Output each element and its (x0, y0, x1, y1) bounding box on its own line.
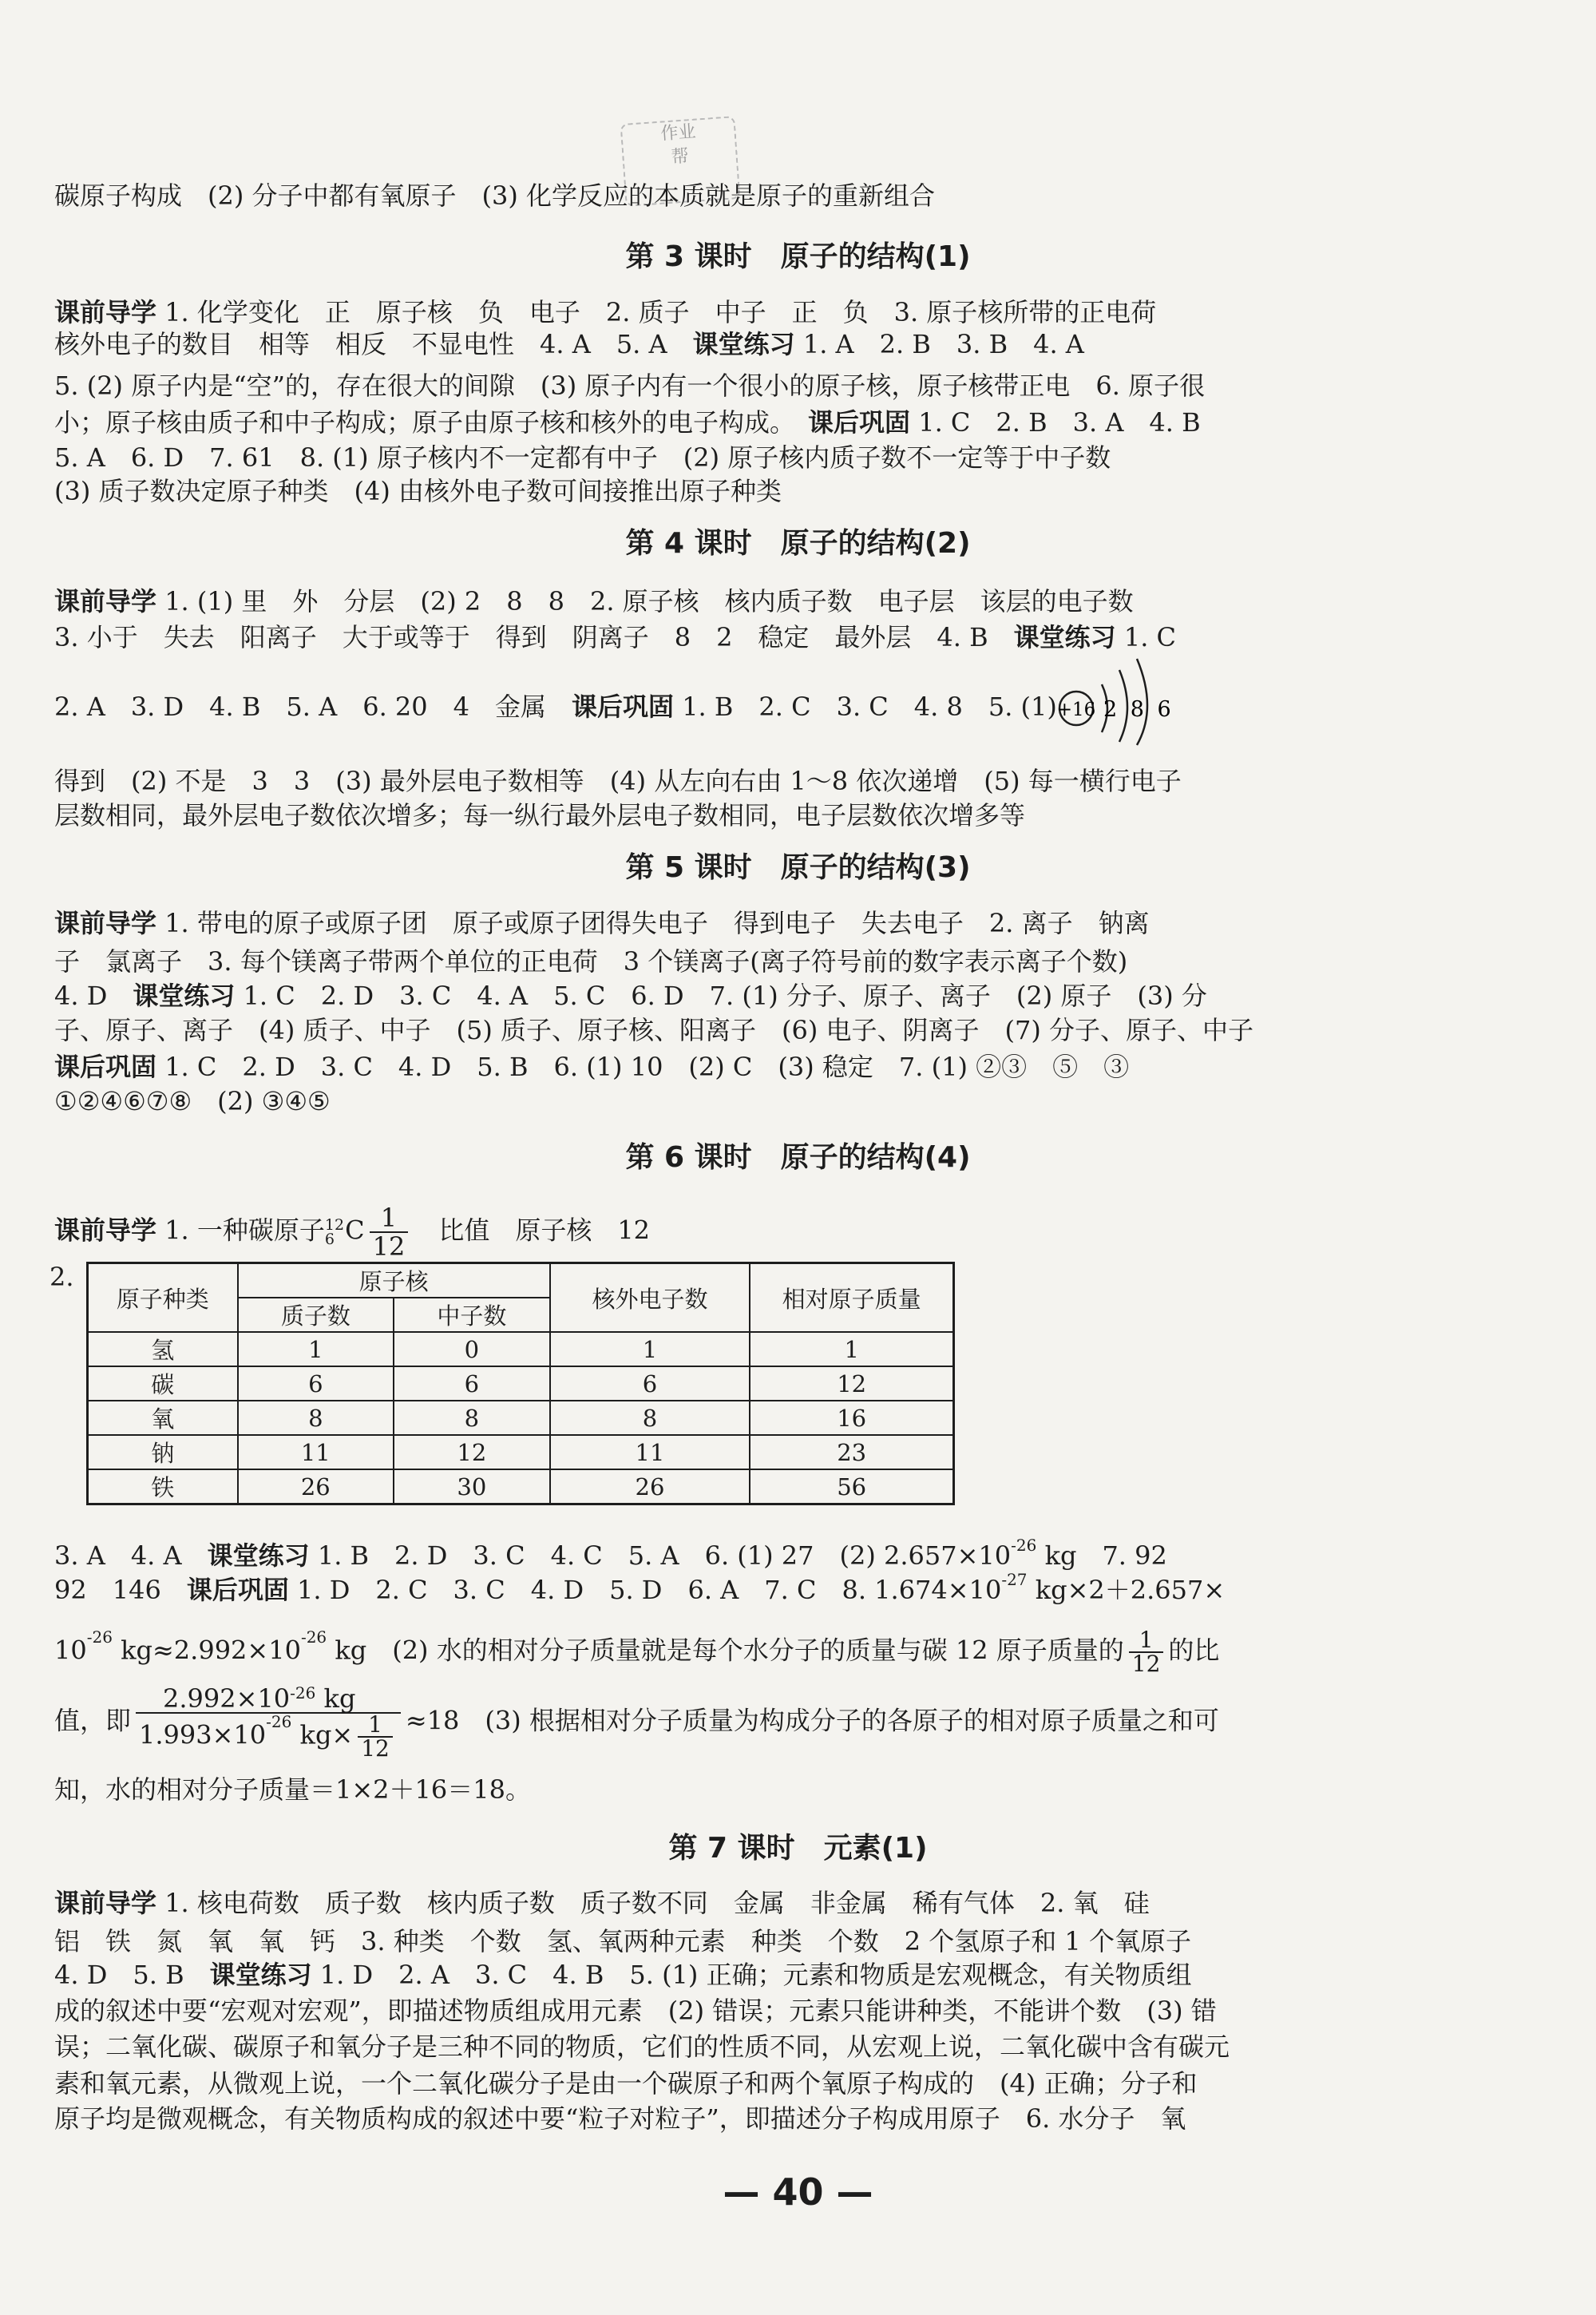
page-number: — 40 — (723, 2170, 873, 2214)
text-line: 误；二氧化碳、碳原子和氧分子是三种不同的物质，它们的性质不同，从宏观上说，二氧化碳中含有碳元 (54, 2032, 1230, 2062)
section-title: 第 6 课时 原子的结构(4) (625, 1141, 971, 1174)
text-line: 5. A 6. D 7. 61 8. (1) 原子核内不一定都有中子 (2) 原子核内质子数不一定等于中子数 (54, 442, 1111, 473)
text-line: 课前导学 1. 核电荷数 质子数 核内质子数 质子数不同 金属 非金属 稀有气体 2. 氧 硅 (54, 1888, 1150, 1918)
label-classwork: 课堂练习 (133, 981, 236, 1011)
header-electrons: 核外电子数 (550, 1263, 750, 1333)
text-line: 课前导学 1. 一种碳原子 12 6 C $\frac{1}{12}$ 比值 原子核 12 (54, 1203, 651, 1262)
text-line: 核外电子的数目 相等 相反 不显电性 4. A 5. A 课堂练习 1. A 2. B 3. B 4. A (54, 329, 1084, 359)
text-line: 4. D 课堂练习 1. C 2. D 3. C 4. A 5. C 6. D 7. (1) 分子、原子、离子 (2) 原子 (3) 分 (54, 981, 1207, 1011)
atom-data-table (86, 1262, 955, 1505)
text-line: 4. D 5. B 课堂练习 1. D 2. A 3. C 4. B 5. (1) 正确；元素和物质是宏观概念，有关物质组 (54, 1960, 1192, 1990)
fraction-one-twelfth: $\frac{1}{12}$ (1129, 1629, 1164, 1675)
table-row: 氧 8 8 8 16 (88, 1401, 954, 1435)
header-atom-type: 原子种类 (88, 1263, 238, 1333)
text-line: ①②④⑥⑦⑧ (2) ③④⑤ (54, 1086, 331, 1116)
table-row: 铁 26 30 26 56 (88, 1469, 954, 1504)
header-neutrons: 中子数 (394, 1298, 550, 1332)
section-title: 第 4 课时 原子的结构(2) (625, 527, 971, 560)
label-preview: 课前导学 (54, 297, 157, 327)
atom-diagram-svg (1056, 656, 1174, 743)
section-title: 第 3 课时 原子的结构(1) (625, 240, 971, 273)
text-line: 子 氯离子 3. 每个镁离子带两个单位的正电荷 3 个镁离子(离子符号前的数字表示离子个数) (54, 946, 1128, 977)
nucleus-charge: +16 (1056, 699, 1096, 720)
section-title: 第 7 课时 元素(1) (668, 1832, 928, 1865)
text-line: 课前导学 1. 化学变化 正 原子核 负 电子 2. 质子 中子 正 负 3. 原子核所带的正电荷 (54, 297, 1157, 327)
table-row: 钠 11 12 11 23 (88, 1435, 954, 1469)
text-line: $10^{-26}$ $kg\approx 2.992\times 10^{-26}$ kg (2) 水的相对分子质量就是每个水分子的质量与碳 12 原子质量的 $\frac{1}{12}$ 的比 (54, 1627, 1220, 1677)
text-line: 课后巩固 1. C 2. D 3. C 4. D 5. B 6. (1) 10 (2) C (3) 稳定 7. (1) ②③ ⑤ ③ (54, 1052, 1130, 1082)
header-relative-mass: 相对原子质量 (750, 1263, 953, 1333)
text-line: 3. A 4. A 课堂练习 1. B 2. D 3. C 4. C 5. A 6. (1) 27 (2) $2.657\times 10^{-26}$ kg 7. 92 (54, 1536, 1167, 1571)
sulfur-atom-structure-diagram (1056, 691, 1174, 727)
section-title: 第 5 课时 原子的结构(3) (625, 851, 971, 884)
label-preview: 课前导学 (54, 1888, 157, 1918)
label-review: 课后巩固 (572, 692, 675, 722)
text-line: 小；原子核由质子和中子构成；原子由原子核和核外的电子构成。 课后巩固 1. C 2. B 3. A 4. B (54, 407, 1201, 438)
text-line: 碳原子构成 (2) 分子中都有氧原子 (3) 化学反应的本质就是原子的重新组合 (54, 180, 936, 211)
header-protons: 质子数 (238, 1298, 394, 1332)
text-line: 层数相同，最外层电子数依次增多；每一纵行最外层电子数相同，电子层数依次增多等 (54, 800, 1026, 830)
fraction-one-twelfth: $\frac{1}{12}$ (370, 1204, 409, 1260)
table-row: 氢 1 0 1 1 (88, 1332, 954, 1366)
text-line: 2. A 3. D 4. B 5. A 6. 20 4 金属 课后巩固 1. B 2. C 3. C 4. 8 5. (1) +16 2 8 6 (54, 688, 1340, 727)
text-line: 课前导学 1. 带电的原子或原子团 原子或原子团得失电子 得到电子 失去电子 2. 离子 钠离 (54, 908, 1150, 938)
isotope-notation: 12 6 (324, 1216, 345, 1248)
label-review: 课后巩固 (808, 407, 911, 438)
text-line: 5. (2) 原子内是“空”的，存在很大的间隙 (3) 原子内有一个很小的原子核，原子核带正电 6. 原子很 (54, 371, 1206, 401)
text-line: 得到 (2) 不是 3 3 (3) 最外层电子数相等 (4) 从左向右由 1～8 依次递增 (5) 每一横行电子 (54, 766, 1182, 796)
fraction-one-twelfth: $\frac{1}{12}$ (358, 1714, 393, 1760)
text-line: 知，水的相对分子质量＝1×2＋16＝18。 (54, 1774, 531, 1805)
label-preview: 课前导学 (54, 1215, 157, 1246)
text-line: 值，即 $2.992\times 10^{-26}$ kg $1.993\times 10^{-26}$ kg× $\frac{1}{12}$ ≈18 (3) 根据相对分子质量为构成分子的各原子的相对原子质量之和可 (54, 1683, 1219, 1762)
header-nucleus: 原子核 (238, 1263, 550, 1298)
text-line: (3) 质子数决定原子种类 (4) 由核外电子数可间接推出原子种类 (54, 476, 782, 506)
label-review: 课后巩固 (186, 1575, 289, 1605)
text-line: 92 146 课后巩固 1. D 2. C 3. C 4. D 5. D 6. A 7. C 8. $1.674\times 10^{-27}$ kg×2＋2.657× (54, 1570, 1226, 1605)
question-number: 2. (50, 1262, 74, 1292)
text-line: 3. 小于 失去 阳离子 大于或等于 得到 阴离子 8 2 稳定 最外层 4. B 课堂练习 1. C (54, 622, 1177, 652)
label-classwork: 课堂练习 (1013, 622, 1116, 652)
label-classwork: 课堂练习 (207, 1540, 310, 1571)
watermark-stamp: 作业 帮 (620, 116, 741, 207)
table-row: 碳 6 6 6 12 (88, 1366, 954, 1401)
fraction-relative-mass: $2.992\times 10^{-26}$ kg $1.993\times 10^{-26}$ kg× $\frac{1}{12}$ (136, 1685, 401, 1760)
label-preview: 课前导学 (54, 586, 157, 616)
label-classwork: 课堂练习 (692, 329, 795, 359)
label-classwork: 课堂练习 (209, 1960, 312, 1990)
electron-counts: 2 8 6 (1103, 696, 1174, 722)
text-line: 铝 铁 氮 氧 氧 钙 3. 种类 个数 氢、氧两种元素 种类 个数 2 个氢原子和 1 个氧原子 (54, 1926, 1191, 1956)
text-line: 原子均是微观概念，有关物质构成的叙述中要“粒子对粒子”，即描述分子构成用原子 6. 水分子 氧 (54, 2103, 1186, 2134)
label-review: 课后巩固 (54, 1052, 157, 1082)
text-line: 素和氧元素，从微观上说，一个二氧化碳分子是由一个碳原子和两个氧原子构成的 (4) 正确；分子和 (54, 2068, 1198, 2099)
label-preview: 课前导学 (54, 908, 157, 938)
text-line: 课前导学 1. (1) 里 外 分层 (2) 2 8 8 2. 原子核 核内质子数 电子层 该层的电子数 (54, 586, 1134, 616)
text-line: 子、原子、离子 (4) 质子、中子 (5) 质子、原子核、阳离子 (6) 电子、阴离子 (7) 分子、原子、中子 (54, 1015, 1254, 1045)
text-line: 成的叙述中要“宏观对宏观”，即描述物质组成用元素 (2) 错误；元素只能讲种类，不能讲个数 (3) 错 (54, 1996, 1217, 2026)
